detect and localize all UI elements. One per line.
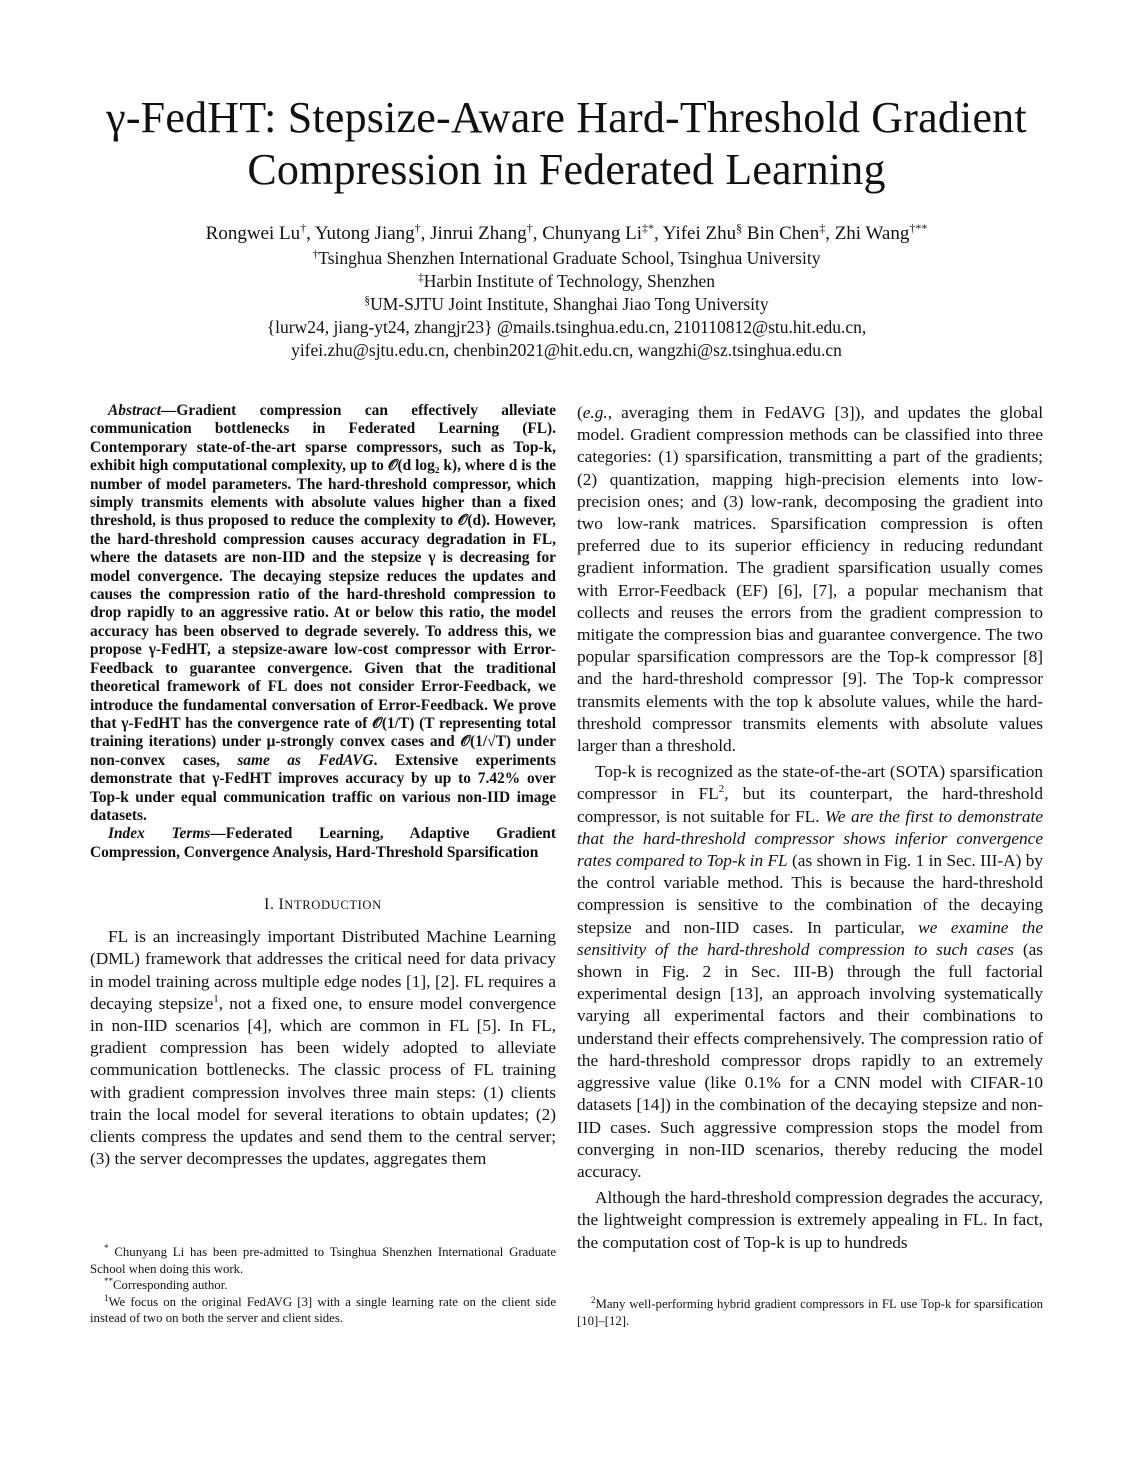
author-mark: † <box>414 221 421 235</box>
footnote-text: Chunyang Li has been pre-admitted to Tsinghua Shenzhen International Graduate School when doing this work. <box>90 1245 557 1276</box>
affiliation-text: Harbin Institute of Technology, Shenzhen <box>423 271 716 291</box>
text-italic-eg: e.g. <box>582 403 608 422</box>
text-d: (as shown in Fig. 2 in Sec. III-B) through the full factorial experimental design [13], an approach involving systematically varying all experimental factors and their combinations to understand their effects comprehensively. The compression ratio of the hard-threshold compressor drops rapidly to an extremely aggressive value (like 0.1% for a CNN model with CIFAR-10 datasets [14]) in the combination of the decaying stepsize and non-IID cases. Such aggressive compression stops the model from converging in non-IID scenarios, thereby reducing the model accuracy. <box>577 939 1043 1181</box>
footnote-text: We focus on the original FedAVG [3] with a single learning rate on the client side instead of two on both the server and client sides. <box>90 1294 556 1326</box>
section-number: I. <box>264 896 275 914</box>
abstract-label: Abstract <box>108 402 162 419</box>
author-mark: † <box>300 221 307 235</box>
affiliation-text: Tsinghua Shenzhen International Graduate School, Tsinghua University <box>318 248 821 268</box>
right-paragraph-3: Although the hard-threshold compression degrades the accuracy, the lightweight compression is extremely appealing in FL. In fact, the computation cost of Top-k is up to hundreds <box>577 1188 1043 1252</box>
affiliation-mark: ‡ <box>417 272 424 284</box>
footnote-mark: 2 <box>591 1295 596 1305</box>
author-list: Rongwei Lu†, Yutong Jiang†, Jinrui Zhang†, Chunyang Li‡*, Yifei Zhu§ Bin Chen‡, Zhi Wang†** <box>205 221 928 244</box>
text-c: (as shown in Fig. 1 in Sec. III-A) by the control variable method. This is because the hard-threshold compression is sensitive to the combination of the decaying stepsize and non-IID cases. In particular, <box>577 851 1043 937</box>
footnote-mark: 1 <box>104 1292 109 1303</box>
affiliation-1 <box>60 247 1073 269</box>
section-title-rest: NTRODUCTION <box>284 898 382 913</box>
title-line-1: γ-FedHT: Stepsize-Aware Hard-Threshold Gradient <box>106 93 1027 142</box>
text-italic-1: We are the first to demonstrate that the hard-threshold compressor shows inferior convergence rates compared to Top-k in FL <box>577 806 1043 871</box>
text-b: , but its counterpart, the hard-threshold compressor, is not suitable for FL. <box>577 784 1043 826</box>
email-line-1: {lurw24, jiang-yt24, zhangjr23} @mails.tsinghua.edu.cn, 210110812@stu.hit.edu.cn, <box>266 317 867 337</box>
abstract-italic: same as FedAVG <box>237 751 374 769</box>
affiliation-text: UM-SJTU Joint Institute, Shanghai Jiao Tong University <box>370 294 769 314</box>
author-mark: § <box>736 221 743 235</box>
author-mark: ‡* <box>641 221 654 235</box>
footnote-2 <box>577 1296 1043 1329</box>
index-terms <box>90 825 556 862</box>
abstract-text: —Gradient compression can effectively alleviate communication bottlenecks in Federated Learning (FL). Contemporary state-of-the-art sparse compressors, such as Top-k, exhibit high computational complexity, up to 𝒪(d log₂ k), where d is the number of model parameters. The hard-threshold compressor, which simply transmits elements with absolute values higher than a fixed threshold, is thus proposed to reduce the complexity to 𝒪(d). However, the hard-threshold compression causes accuracy degradation in FL, where the datasets are non-IID and the stepsize γ is decreasing for model convergence. The decaying stepsize reduces the updates and causes the compression ratio of the hard-threshold compression to drop rapidly to an aggressive ratio. At or below this ratio, the model accuracy has been observed to degrade severely. To address this, we propose γ-FedHT, a stepsize-aware low-cost compressor with Error-Feedback to guarantee convergence. Given that the traditional theoretical framework of FL does not consider Error-Feedback, we introduce the fundamental conversation of Error-Feedback. We prove that γ-FedHT has the convergence rate of 𝒪(1/T) (T representing total training iterations) under μ-strongly convex cases and 𝒪(1/√T) under non-convex cases, <box>90 402 556 769</box>
email-line-2: yifei.zhu@sjtu.edu.cn, chenbin2021@hit.edu.cn, wangzhi@sz.tsinghua.edu.cn <box>291 340 842 360</box>
footnotes-right <box>577 1296 1043 1329</box>
footnote-mark: ** <box>104 1276 113 1287</box>
affiliation-3 <box>60 293 1073 315</box>
affiliation-mark: † <box>312 249 319 261</box>
author-name: Yifei Zhu <box>662 223 737 244</box>
intro-paragraph-1 <box>90 926 556 1170</box>
author-mark: ‡ <box>819 221 826 235</box>
left-column <box>90 402 556 1170</box>
author-name: Yutong Jiang <box>314 223 415 244</box>
affiliation-2 <box>60 270 1073 292</box>
footnote-corresponding <box>90 1277 556 1294</box>
paper-title <box>60 92 1073 196</box>
text-a: Top-k is recognized as the state-of-the-art (SOTA) sparsification compressor in FL <box>577 762 1043 804</box>
footnote-ref: 1 <box>213 992 219 1005</box>
footnote-star <box>90 1244 556 1277</box>
section-title-first: I <box>278 896 285 914</box>
footnote-mark: * <box>104 1243 109 1253</box>
author-mark: †** <box>909 221 928 235</box>
author-name: Zhi Wang <box>834 223 910 244</box>
affiliation-mark: § <box>364 295 371 307</box>
abstract-tail: . Extensive experiments demonstrate that γ-FedHT improves accuracy by up to 7.42% over Top-k under equal communication traffic on various non-IID image datasets. <box>90 751 556 824</box>
right-paragraph-2 <box>577 761 1043 1183</box>
author-name: Chunyang Li <box>542 223 642 244</box>
intro-text-a: FL is an increasingly important Distributed Machine Learning (DML) framework that addresses the critical need for data privacy in model training across multiple edge nodes [1], [2]. FL requires a decaying stepsize <box>90 927 556 1013</box>
footnotes-left <box>90 1244 556 1327</box>
footnote-ref: 2 <box>718 783 725 796</box>
author-name: Rongwei Lu <box>205 223 301 244</box>
text-italic-2: we examine the sensitivity of the hard-threshold compression to such cases <box>577 917 1043 959</box>
index-terms-text: —Federated Learning, Adaptive Gradient Compression, Convergence Analysis, Hard-Threshold Sparsification <box>90 825 556 861</box>
index-terms-label: Index Terms <box>108 825 211 843</box>
right-column <box>577 402 1043 1258</box>
right-paragraph-1 <box>577 402 1043 757</box>
author-name: Bin Chen <box>746 223 820 244</box>
author-mark: † <box>526 221 533 235</box>
intro-text-b: , not a fixed one, to ensure model convergence in non-IID scenarios [4], which are common in FL [5]. In FL, gradient compression has been widely adopted to alleviate communication bottlenecks. The classic process of FL training with gradient compression involves three main steps: (1) clients train the local model for several iterations to obtain updates; (2) clients compress the updates and send them to the central server; (3) the server decompresses the updates, aggregates them <box>90 993 556 1169</box>
footnote-text: Corresponding author. <box>113 1278 228 1293</box>
title-line-2: Compression in Federated Learning <box>247 145 886 194</box>
footnote-text: Many well-performing hybrid gradient compressors in FL use Top-k for sparsification [10]–[12]. <box>577 1297 1043 1328</box>
section-heading-introduction <box>90 896 556 914</box>
text-prefix: ( <box>577 403 583 422</box>
footnote-1 <box>90 1294 556 1327</box>
abstract <box>90 402 556 825</box>
text-body: , averaging them in FedAVG [3]), and updates the global model. Gradient compression methods can be classified into three categories: (1) sparsification, transmitting a part of the gradients; (2) quantization, mapping high-precision elements into low-precision ones; and (3) low-rank, decomposing the gradient into two low-rank matrices. Sparsification compression is often preferred due to its superior efficiency in reducing redundant gradient information. The gradient sparsification usually comes with Error-Feedback (EF) [6], [7], a popular mechanism that collects and reuses the errors from the gradient compression to mitigate the compression bias and guarantee convergence. The two popular sparsification compressors are the Top-k compressor [8] and the hard-threshold compressor [9]. The Top-k compressor transmits elements with the top k absolute values, while the hard-threshold compressor transmits elements with absolute values larger than a threshold. <box>577 403 1043 756</box>
author-name: Jinrui Zhang <box>430 223 527 244</box>
